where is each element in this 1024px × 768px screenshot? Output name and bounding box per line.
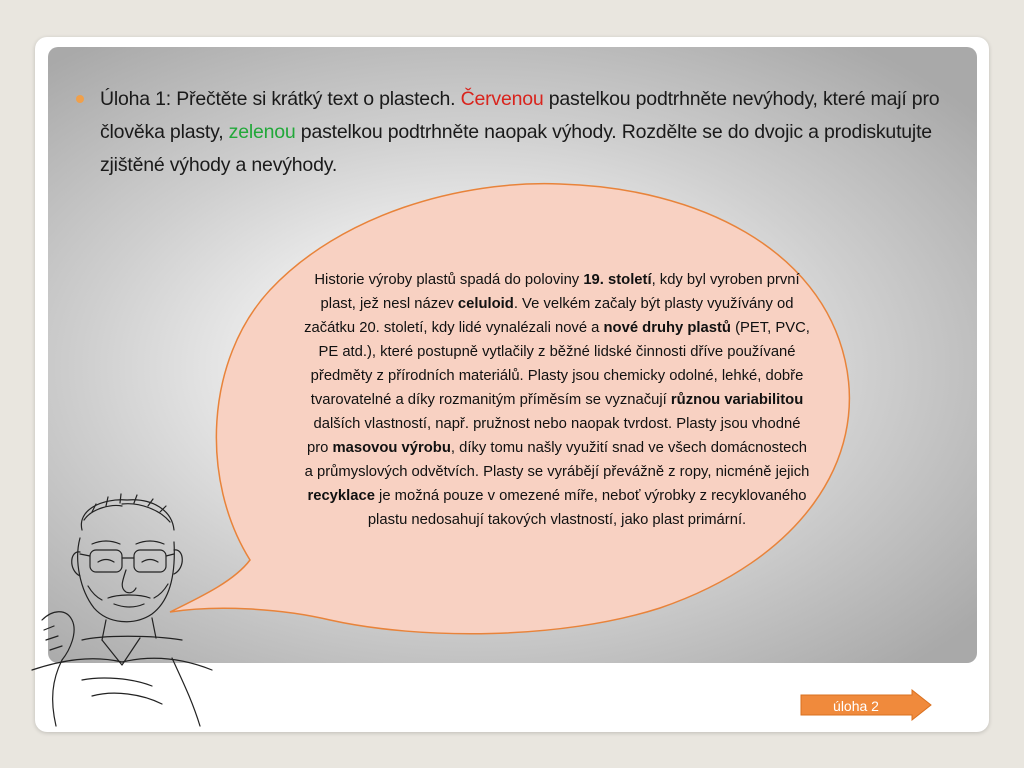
bubble-text-6: , díky tomu našly využití snad ve všech domácnostech a průmyslových odvětvích. Plasty se vyrábějí převážně z ropy, nicméně jejich [304, 440, 810, 480]
bubble-text-5: dalších vlastností, např. pružnost nebo naopak tvrdost. Plasty jsou vhodné pro [306, 416, 801, 456]
bubble-bold-1: 19. století [583, 272, 652, 288]
task-red-word: Červenou [460, 88, 544, 110]
task-green-word: zelenou [228, 121, 296, 143]
bubble-text-7: je možná pouze v omezené míře, neboť výrobky z recyklovaného plastu nedosahují takových vlastností, jako plast primární. [367, 488, 807, 528]
bubble-bold-3: nové druhy plastů [603, 320, 731, 336]
bubble-text-2: , kdy byl vyroben první plast, jež nesl název [320, 272, 800, 312]
next-task-label: úloha 2 [833, 698, 879, 714]
next-task-button[interactable] [800, 689, 932, 721]
bubble-text-1: Historie výroby plastů spadá do poloviny [314, 272, 584, 288]
task-text-part2: pastelkou podtrhněte nevýhody, které mají pro člověka plasty, [100, 88, 940, 143]
plastics-history-text [302, 268, 812, 532]
task-text-part3: pastelkou podtrhněte naopak výhody. Rozdělte se do dvojic a prodiskutujte zjištěné výhody a nevýhody. [100, 121, 932, 176]
bubble-bold-2: celuloid [457, 296, 514, 312]
bubble-text-4: (PET, PVC, PE atd.), které postupně vytlačily z běžné lidské činnosti dříve používané předměty z přírodních materiálů. Plasty jsou chemicky odolné, lehké, dobře tvarovatelné a díky rozmanitým příměsím se vyznačují [310, 320, 810, 408]
task-text-part1: Úloha 1: Přečtěte si krátký text o plastech. [100, 88, 461, 110]
bubble-text-3: . Ve velkém začaly být plasty využívány od začátku 20. století, kdy lidé vynalézali nové a [304, 296, 794, 336]
bubble-bold-5: masovou výrobu [332, 440, 451, 456]
sketch-portrait-icon [22, 490, 222, 730]
bubble-bold-4: různou variabilitou [670, 392, 804, 408]
bubble-bold-6: recyklace [307, 488, 375, 504]
